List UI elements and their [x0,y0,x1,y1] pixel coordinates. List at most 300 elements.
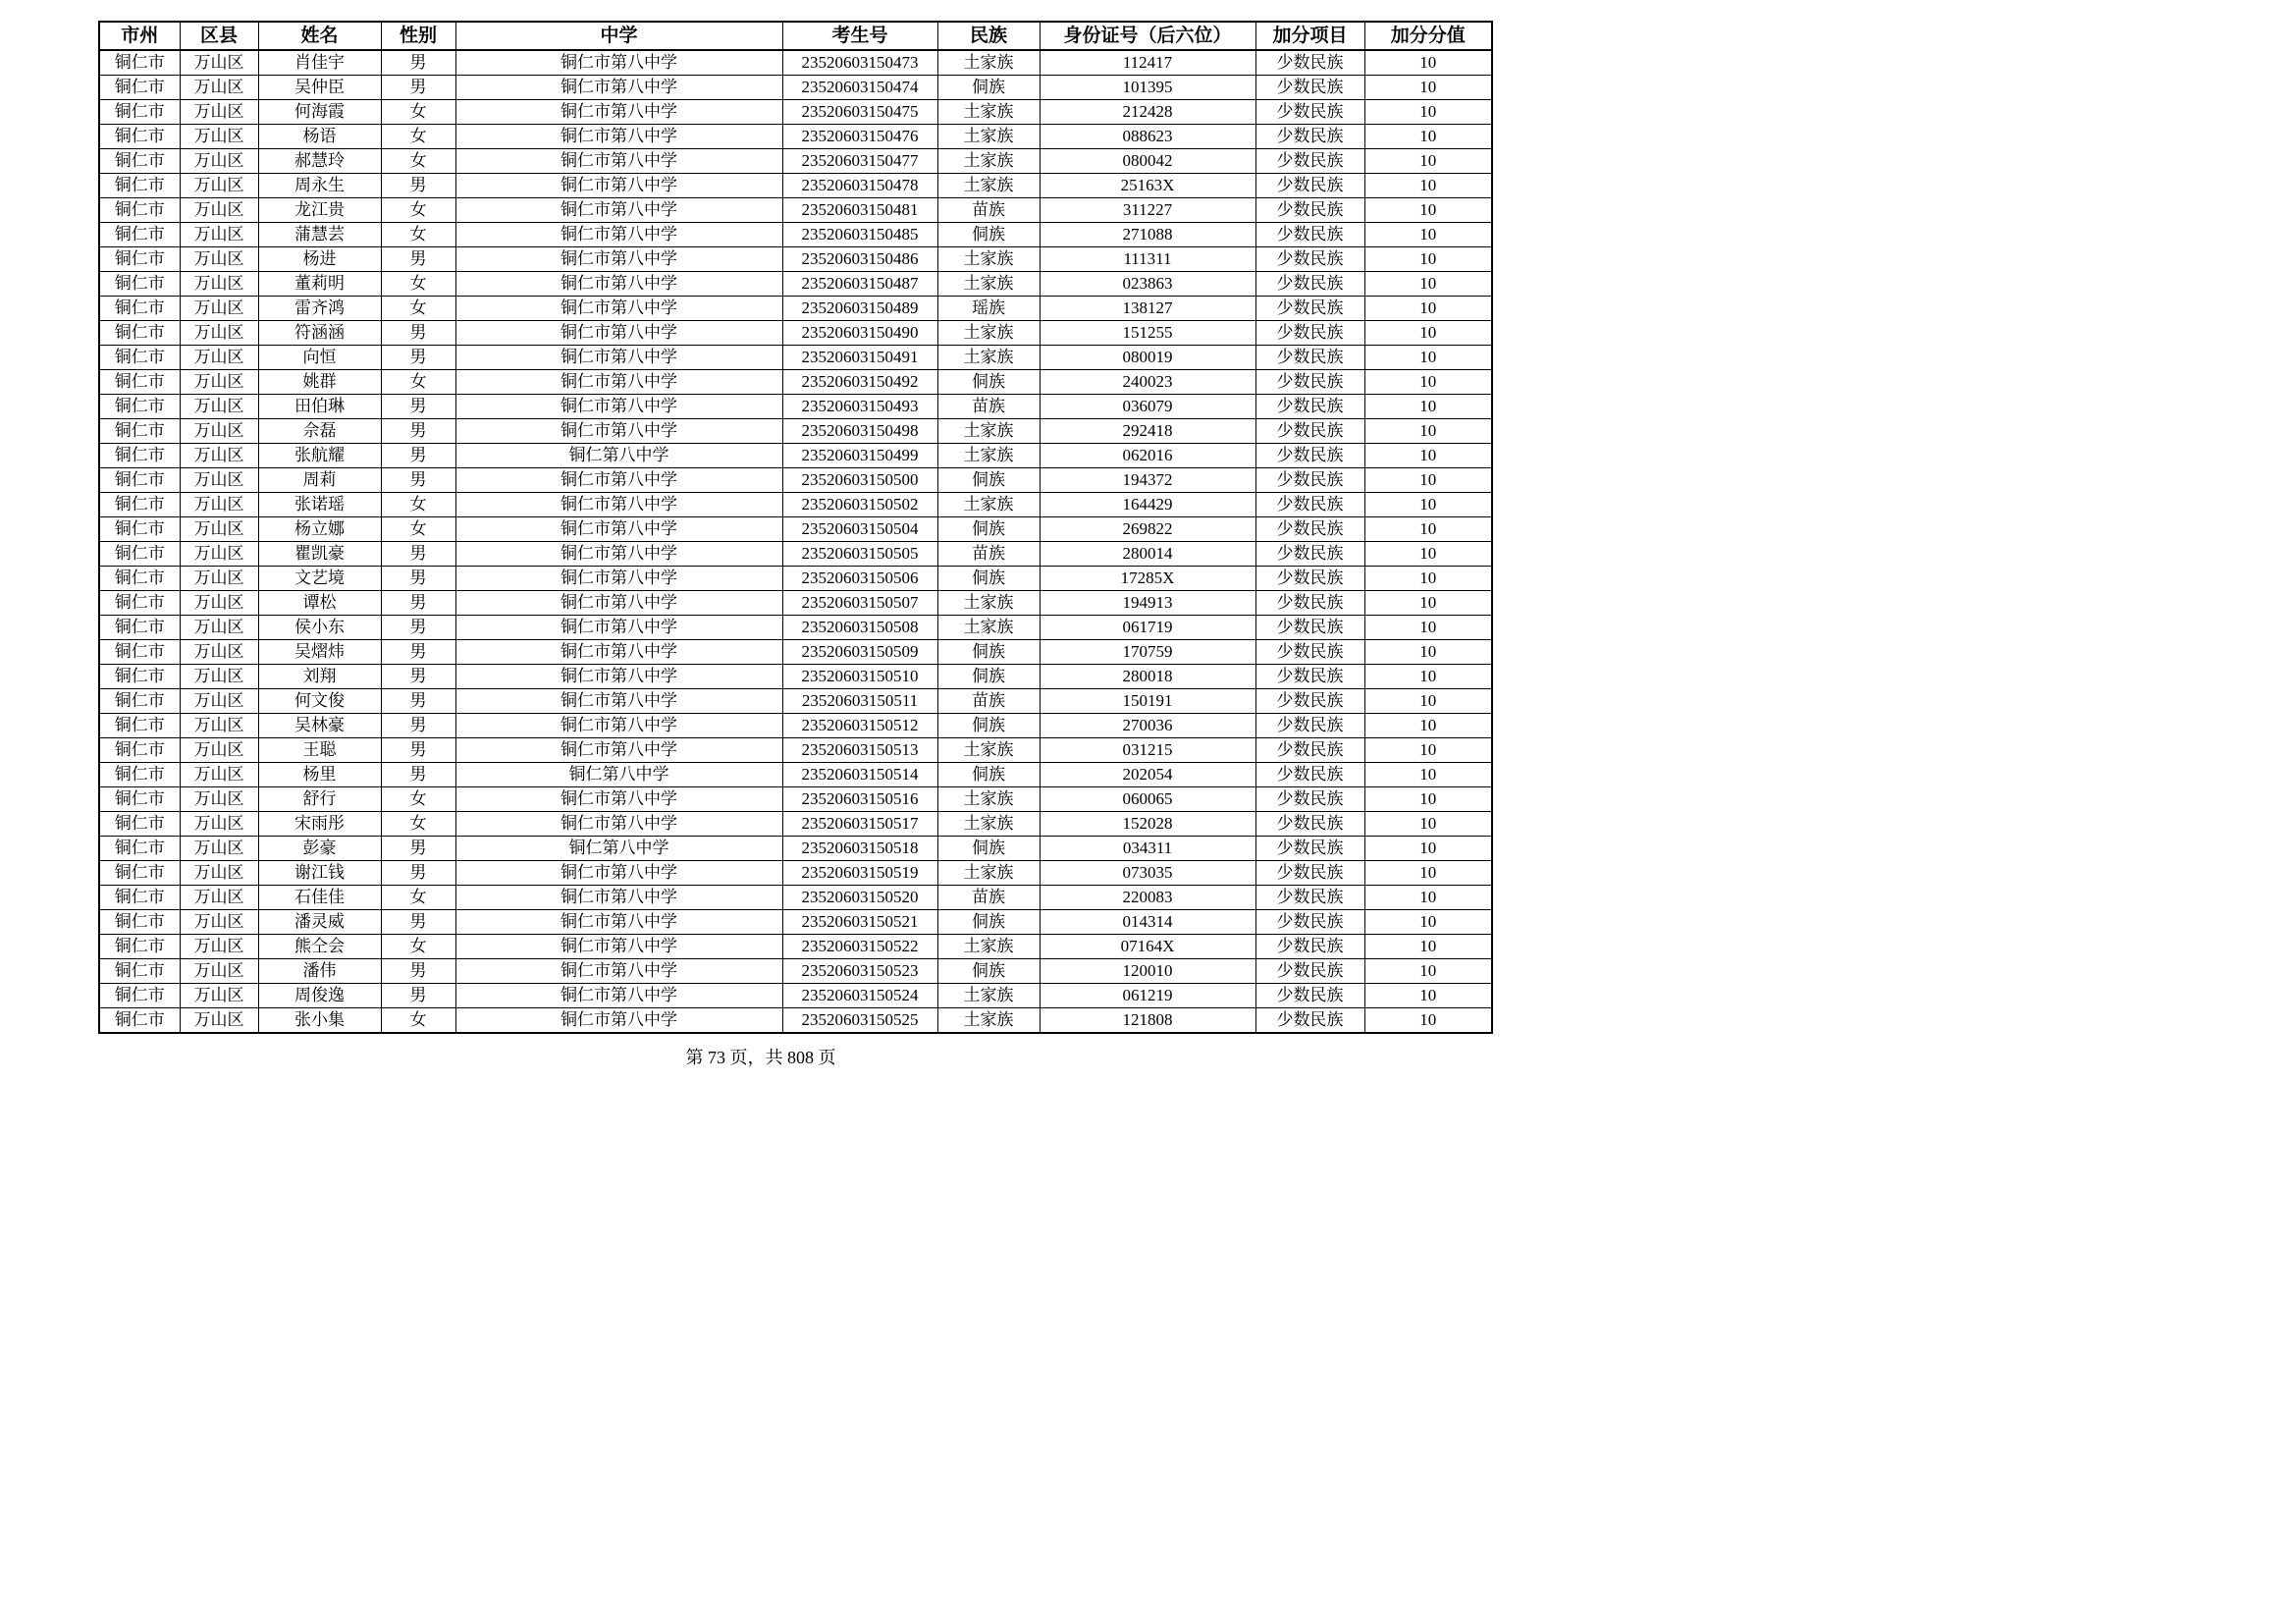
cell-bonus-item: 少数民族 [1255,174,1364,198]
table-row [99,517,1492,542]
cell-name: 周莉 [258,468,381,493]
cell-bonus-item: 少数民族 [1255,542,1364,567]
cell-bonus-value: 10 [1364,738,1492,763]
cell-ethnicity: 侗族 [937,370,1040,395]
cell-name: 杨语 [258,125,381,149]
cell-city: 铜仁市 [99,910,180,935]
cell-city: 铜仁市 [99,861,180,886]
cell-name: 吴林豪 [258,714,381,738]
table-row [99,591,1492,616]
cell-city: 铜仁市 [99,468,180,493]
cell-district: 万山区 [180,738,258,763]
cell-id-last-six: 150191 [1040,689,1255,714]
cell-district: 万山区 [180,959,258,984]
cell-bonus-value: 10 [1364,50,1492,76]
cell-bonus-item: 少数民族 [1255,714,1364,738]
cell-exam-number: 23520603150502 [782,493,937,517]
cell-district: 万山区 [180,346,258,370]
table-row [99,149,1492,174]
cell-exam-number: 23520603150504 [782,517,937,542]
table-row [99,370,1492,395]
table-row [99,247,1492,272]
table-row [99,886,1492,910]
header-row [99,22,1492,50]
cell-ethnicity: 土家族 [937,984,1040,1008]
cell-id-last-six: 202054 [1040,763,1255,787]
cell-name: 谭松 [258,591,381,616]
cell-bonus-value: 10 [1364,837,1492,861]
cell-gender: 女 [381,272,455,297]
cell-exam-number: 23520603150473 [782,50,937,76]
cell-bonus-item: 少数民族 [1255,665,1364,689]
cell-ethnicity: 土家族 [937,493,1040,517]
cell-ethnicity: 瑶族 [937,297,1040,321]
cell-name: 何文俊 [258,689,381,714]
cell-name: 谢江钱 [258,861,381,886]
cell-gender: 女 [381,370,455,395]
cell-ethnicity: 土家族 [937,1008,1040,1034]
cell-school: 铜仁市第八中学 [455,297,782,321]
cell-bonus-item: 少数民族 [1255,861,1364,886]
cell-bonus-value: 10 [1364,444,1492,468]
cell-city: 铜仁市 [99,591,180,616]
cell-bonus-value: 10 [1364,763,1492,787]
cell-gender: 男 [381,640,455,665]
cell-school: 铜仁市第八中学 [455,321,782,346]
table-row [99,174,1492,198]
cell-district: 万山区 [180,591,258,616]
cell-name: 佘磊 [258,419,381,444]
cell-bonus-item: 少数民族 [1255,959,1364,984]
cell-district: 万山区 [180,665,258,689]
cell-city: 铜仁市 [99,125,180,149]
cell-district: 万山区 [180,886,258,910]
cell-ethnicity: 土家族 [937,272,1040,297]
cell-city: 铜仁市 [99,321,180,346]
cell-name: 文艺境 [258,567,381,591]
cell-district: 万山区 [180,223,258,247]
cell-bonus-value: 10 [1364,297,1492,321]
cell-exam-number: 23520603150511 [782,689,937,714]
cell-bonus-item: 少数民族 [1255,640,1364,665]
cell-name: 张航耀 [258,444,381,468]
cell-ethnicity: 土家族 [937,100,1040,125]
cell-city: 铜仁市 [99,763,180,787]
cell-bonus-item: 少数民族 [1255,149,1364,174]
column-header-ethnicity: 民族 [937,22,1040,50]
cell-name: 蒲慧芸 [258,223,381,247]
cell-bonus-item: 少数民族 [1255,1008,1364,1034]
cell-school: 铜仁市第八中学 [455,247,782,272]
cell-name: 龙江贵 [258,198,381,223]
cell-bonus-item: 少数民族 [1255,886,1364,910]
cell-gender: 女 [381,935,455,959]
cell-bonus-value: 10 [1364,910,1492,935]
cell-ethnicity: 侗族 [937,468,1040,493]
cell-ethnicity: 土家族 [937,861,1040,886]
cell-name: 杨进 [258,247,381,272]
cell-district: 万山区 [180,812,258,837]
cell-name: 吴仲臣 [258,76,381,100]
cell-school: 铜仁市第八中学 [455,935,782,959]
cell-city: 铜仁市 [99,1008,180,1034]
cell-ethnicity: 土家族 [937,321,1040,346]
cell-gender: 女 [381,1008,455,1034]
cell-name: 潘伟 [258,959,381,984]
cell-ethnicity: 土家族 [937,787,1040,812]
cell-bonus-item: 少数民族 [1255,444,1364,468]
table-row [99,395,1492,419]
cell-bonus-value: 10 [1364,125,1492,149]
cell-gender: 男 [381,959,455,984]
cell-bonus-value: 10 [1364,198,1492,223]
cell-city: 铜仁市 [99,444,180,468]
cell-district: 万山区 [180,861,258,886]
cell-city: 铜仁市 [99,149,180,174]
cell-school: 铜仁市第八中学 [455,223,782,247]
cell-gender: 女 [381,149,455,174]
cell-city: 铜仁市 [99,886,180,910]
cell-school: 铜仁市第八中学 [455,272,782,297]
cell-id-last-six: 061219 [1040,984,1255,1008]
cell-bonus-item: 少数民族 [1255,935,1364,959]
cell-bonus-value: 10 [1364,886,1492,910]
cell-gender: 男 [381,591,455,616]
cell-gender: 女 [381,125,455,149]
column-header-exam-number: 考生号 [782,22,937,50]
cell-gender: 男 [381,861,455,886]
cell-district: 万山区 [180,763,258,787]
cell-name: 周俊逸 [258,984,381,1008]
cell-school: 铜仁第八中学 [455,444,782,468]
cell-gender: 女 [381,886,455,910]
cell-district: 万山区 [180,542,258,567]
cell-bonus-item: 少数民族 [1255,50,1364,76]
cell-gender: 女 [381,787,455,812]
cell-name: 彭豪 [258,837,381,861]
cell-school: 铜仁市第八中学 [455,395,782,419]
cell-bonus-value: 10 [1364,321,1492,346]
cell-exam-number: 23520603150510 [782,665,937,689]
cell-city: 铜仁市 [99,198,180,223]
cell-name: 杨里 [258,763,381,787]
cell-school: 铜仁市第八中学 [455,665,782,689]
cell-district: 万山区 [180,247,258,272]
cell-city: 铜仁市 [99,100,180,125]
cell-bonus-value: 10 [1364,984,1492,1008]
cell-bonus-item: 少数民族 [1255,321,1364,346]
cell-gender: 女 [381,223,455,247]
cell-id-last-six: 080042 [1040,149,1255,174]
cell-bonus-value: 10 [1364,247,1492,272]
cell-ethnicity: 苗族 [937,542,1040,567]
column-header-district: 区县 [180,22,258,50]
cell-exam-number: 23520603150486 [782,247,937,272]
table-row [99,272,1492,297]
cell-gender: 女 [381,493,455,517]
column-header-bonus-value: 加分分值 [1364,22,1492,50]
table-row [99,689,1492,714]
cell-exam-number: 23520603150505 [782,542,937,567]
table-row [99,861,1492,886]
cell-bonus-item: 少数民族 [1255,247,1364,272]
column-header-id-last-six: 身份证号（后六位） [1040,22,1255,50]
cell-bonus-value: 10 [1364,959,1492,984]
cell-city: 铜仁市 [99,517,180,542]
cell-city: 铜仁市 [99,542,180,567]
cell-name: 周永生 [258,174,381,198]
cell-gender: 男 [381,665,455,689]
cell-ethnicity: 侗族 [937,567,1040,591]
cell-name: 董莉明 [258,272,381,297]
cell-bonus-value: 10 [1364,370,1492,395]
cell-exam-number: 23520603150522 [782,935,937,959]
cell-bonus-item: 少数民族 [1255,419,1364,444]
cell-district: 万山区 [180,1008,258,1034]
cell-id-last-six: 138127 [1040,297,1255,321]
cell-name: 雷齐鸿 [258,297,381,321]
cell-exam-number: 23520603150476 [782,125,937,149]
cell-city: 铜仁市 [99,223,180,247]
cell-exam-number: 23520603150520 [782,886,937,910]
table-row [99,1008,1492,1034]
cell-city: 铜仁市 [99,297,180,321]
cell-city: 铜仁市 [99,959,180,984]
cell-district: 万山区 [180,910,258,935]
cell-exam-number: 23520603150523 [782,959,937,984]
cell-city: 铜仁市 [99,493,180,517]
cell-ethnicity: 侗族 [937,714,1040,738]
cell-school: 铜仁市第八中学 [455,959,782,984]
cell-ethnicity: 土家族 [937,50,1040,76]
cell-exam-number: 23520603150506 [782,567,937,591]
candidate-table [98,21,1493,1034]
cell-bonus-item: 少数民族 [1255,346,1364,370]
cell-district: 万山区 [180,714,258,738]
cell-id-last-six: 152028 [1040,812,1255,837]
cell-bonus-value: 10 [1364,493,1492,517]
cell-district: 万山区 [180,984,258,1008]
cell-id-last-six: 292418 [1040,419,1255,444]
column-header-city: 市州 [99,22,180,50]
cell-id-last-six: 088623 [1040,125,1255,149]
cell-district: 万山区 [180,468,258,493]
cell-id-last-six: 031215 [1040,738,1255,763]
cell-id-last-six: 269822 [1040,517,1255,542]
cell-city: 铜仁市 [99,567,180,591]
table-row [99,935,1492,959]
cell-ethnicity: 土家族 [937,616,1040,640]
cell-city: 铜仁市 [99,419,180,444]
table-row [99,321,1492,346]
cell-city: 铜仁市 [99,689,180,714]
cell-exam-number: 23520603150500 [782,468,937,493]
cell-id-last-six: 07164X [1040,935,1255,959]
cell-bonus-value: 10 [1364,346,1492,370]
cell-school: 铜仁市第八中学 [455,689,782,714]
cell-district: 万山区 [180,198,258,223]
cell-school: 铜仁市第八中学 [455,714,782,738]
cell-exam-number: 23520603150498 [782,419,937,444]
cell-bonus-value: 10 [1364,223,1492,247]
cell-name: 何海霞 [258,100,381,125]
cell-ethnicity: 苗族 [937,198,1040,223]
table-row [99,468,1492,493]
table-row [99,125,1492,149]
cell-city: 铜仁市 [99,935,180,959]
cell-id-last-six: 311227 [1040,198,1255,223]
cell-bonus-value: 10 [1364,787,1492,812]
cell-name: 熊仝会 [258,935,381,959]
cell-ethnicity: 土家族 [937,125,1040,149]
cell-bonus-item: 少数民族 [1255,493,1364,517]
cell-id-last-six: 280018 [1040,665,1255,689]
cell-school: 铜仁市第八中学 [455,812,782,837]
cell-ethnicity: 苗族 [937,689,1040,714]
cell-school: 铜仁市第八中学 [455,198,782,223]
cell-id-last-six: 120010 [1040,959,1255,984]
cell-bonus-value: 10 [1364,517,1492,542]
cell-name: 刘翔 [258,665,381,689]
cell-school: 铜仁市第八中学 [455,1008,782,1034]
cell-bonus-item: 少数民族 [1255,910,1364,935]
table-row [99,542,1492,567]
cell-id-last-six: 111311 [1040,247,1255,272]
cell-bonus-value: 10 [1364,935,1492,959]
table-row [99,714,1492,738]
table-row [99,50,1492,76]
cell-bonus-value: 10 [1364,861,1492,886]
cell-exam-number: 23520603150485 [782,223,937,247]
cell-bonus-item: 少数民族 [1255,616,1364,640]
cell-exam-number: 23520603150516 [782,787,937,812]
cell-city: 铜仁市 [99,76,180,100]
table-row [99,198,1492,223]
cell-exam-number: 23520603150487 [782,272,937,297]
cell-school: 铜仁市第八中学 [455,984,782,1008]
cell-ethnicity: 侗族 [937,665,1040,689]
cell-id-last-six: 170759 [1040,640,1255,665]
cell-bonus-item: 少数民族 [1255,738,1364,763]
cell-bonus-value: 10 [1364,100,1492,125]
cell-name: 张诺瑶 [258,493,381,517]
cell-ethnicity: 苗族 [937,395,1040,419]
cell-school: 铜仁市第八中学 [455,517,782,542]
cell-ethnicity: 土家族 [937,174,1040,198]
table-row [99,100,1492,125]
cell-district: 万山区 [180,567,258,591]
cell-bonus-value: 10 [1364,419,1492,444]
cell-bonus-value: 10 [1364,395,1492,419]
cell-city: 铜仁市 [99,370,180,395]
cell-city: 铜仁市 [99,640,180,665]
cell-school: 铜仁市第八中学 [455,419,782,444]
cell-gender: 男 [381,910,455,935]
cell-school: 铜仁市第八中学 [455,125,782,149]
cell-ethnicity: 土家族 [937,591,1040,616]
cell-ethnicity: 土家族 [937,935,1040,959]
cell-name: 侯小东 [258,616,381,640]
cell-school: 铜仁市第八中学 [455,616,782,640]
table-row [99,984,1492,1008]
cell-bonus-value: 10 [1364,616,1492,640]
cell-ethnicity: 土家族 [937,247,1040,272]
cell-city: 铜仁市 [99,346,180,370]
cell-school: 铜仁第八中学 [455,837,782,861]
cell-id-last-six: 080019 [1040,346,1255,370]
cell-id-last-six: 25163X [1040,174,1255,198]
cell-exam-number: 23520603150521 [782,910,937,935]
cell-bonus-item: 少数民族 [1255,567,1364,591]
cell-school: 铜仁市第八中学 [455,861,782,886]
table-row [99,812,1492,837]
cell-bonus-item: 少数民族 [1255,198,1364,223]
cell-exam-number: 23520603150489 [782,297,937,321]
cell-city: 铜仁市 [99,395,180,419]
cell-id-last-six: 194913 [1040,591,1255,616]
cell-id-last-six: 060065 [1040,787,1255,812]
cell-id-last-six: 062016 [1040,444,1255,468]
cell-district: 万山区 [180,321,258,346]
cell-id-last-six: 17285X [1040,567,1255,591]
cell-id-last-six: 271088 [1040,223,1255,247]
page-footer: 第 73 页，共 808 页 [685,1048,836,1067]
cell-district: 万山区 [180,444,258,468]
cell-id-last-six: 112417 [1040,50,1255,76]
cell-id-last-six: 023863 [1040,272,1255,297]
cell-city: 铜仁市 [99,247,180,272]
cell-ethnicity: 侗族 [937,76,1040,100]
cell-ethnicity: 土家族 [937,738,1040,763]
cell-district: 万山区 [180,370,258,395]
cell-id-last-six: 164429 [1040,493,1255,517]
cell-gender: 男 [381,738,455,763]
cell-exam-number: 23520603150512 [782,714,937,738]
table-row [99,444,1492,468]
cell-gender: 男 [381,321,455,346]
cell-gender: 男 [381,689,455,714]
cell-name: 肖佳宇 [258,50,381,76]
table-row [99,763,1492,787]
cell-gender: 男 [381,542,455,567]
cell-exam-number: 23520603150514 [782,763,937,787]
cell-bonus-value: 10 [1364,149,1492,174]
cell-district: 万山区 [180,297,258,321]
cell-city: 铜仁市 [99,738,180,763]
cell-name: 潘灵威 [258,910,381,935]
cell-gender: 女 [381,517,455,542]
cell-school: 铜仁市第八中学 [455,149,782,174]
column-header-gender: 性别 [381,22,455,50]
cell-ethnicity: 土家族 [937,812,1040,837]
cell-bonus-item: 少数民族 [1255,591,1364,616]
cell-city: 铜仁市 [99,665,180,689]
cell-gender: 男 [381,247,455,272]
cell-city: 铜仁市 [99,50,180,76]
cell-school: 铜仁市第八中学 [455,100,782,125]
cell-ethnicity: 侗族 [937,837,1040,861]
cell-name: 姚群 [258,370,381,395]
cell-city: 铜仁市 [99,812,180,837]
cell-exam-number: 23520603150519 [782,861,937,886]
cell-name: 瞿凯豪 [258,542,381,567]
cell-exam-number: 23520603150491 [782,346,937,370]
cell-exam-number: 23520603150493 [782,395,937,419]
cell-name: 杨立娜 [258,517,381,542]
cell-district: 万山区 [180,640,258,665]
cell-bonus-item: 少数民族 [1255,468,1364,493]
cell-name: 张小集 [258,1008,381,1034]
